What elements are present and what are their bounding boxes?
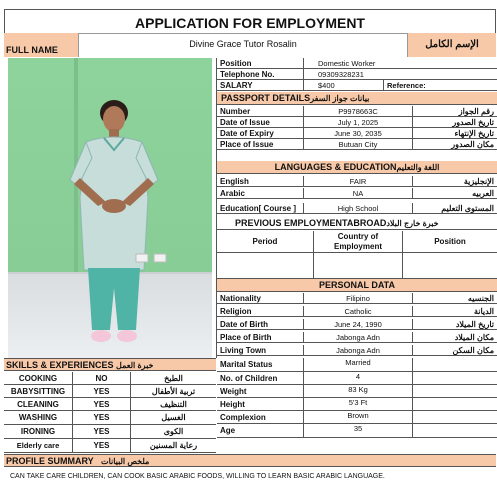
date-of-issue-label: Date of Issue: [217, 117, 303, 128]
skill-elderly-care-label: Elderly care: [4, 439, 72, 453]
skill-ironing-arabic: الكوى: [130, 425, 216, 439]
religion-label: Religion: [217, 306, 303, 317]
period-column: Period: [217, 231, 313, 253]
passport-header: PASSPORT DETAILSبيانات جواز السفر: [217, 92, 497, 105]
full-name-value: Divine Grace Tutor Rosalin: [78, 33, 408, 57]
profile-summary-header: PROFILE SUMMARY ملخص البيانات: [4, 454, 496, 467]
living-town-arabic: مكان السكن: [413, 345, 497, 356]
place-of-birth-arabic: مكان الميلاد: [413, 332, 497, 343]
age-value: 35: [303, 424, 413, 438]
skill-cleaning-value: YES: [72, 398, 130, 411]
applicant-photo: [8, 58, 212, 358]
place-of-issue-value: Butuan City: [303, 139, 413, 150]
person-figure: [8, 58, 212, 358]
skill-ironing-value: YES: [72, 425, 130, 439]
previous-employment-header: PREVIOUS EMPLOYMENTABROADخبرة خارج البلاد: [217, 217, 497, 230]
skill-babysitting-value: YES: [72, 385, 130, 398]
date-of-expiry-arabic: تاريخ الإنتهاء: [413, 128, 497, 139]
skill-cooking-value: NO: [72, 372, 130, 385]
date-of-issue-value: July 1, 2025: [303, 117, 413, 128]
position-column: Position: [403, 231, 497, 253]
skill-cleaning-arabic: التنظيف: [130, 398, 216, 411]
place-of-birth-value: Jabonga Adn: [303, 332, 413, 343]
age-label: Age: [217, 424, 303, 438]
skill-babysitting-arabic: تربية الأطفال: [130, 385, 216, 398]
telephone-label: Telephone No.: [217, 69, 303, 80]
skill-cleaning-label: CLEANING: [4, 398, 72, 411]
passport-number-label: Number: [217, 106, 303, 117]
living-town-value: Jabonga Adn: [303, 345, 413, 356]
skill-cooking-arabic: الطبخ: [130, 372, 216, 385]
english-arabic: الإنجليزية: [413, 176, 497, 187]
profile-summary-text: CAN TAKE CARE CHILDREN, CAN COOK BASIC ARABIC FOODS, WILLING TO LEARN BASIC ARABIC LANGUAGE.: [10, 473, 385, 480]
nationality-label: Nationality: [217, 293, 303, 304]
page-title: APPLICATION FOR EMPLOYMENT: [4, 9, 496, 33]
skill-ironing-label: IRONING: [4, 425, 72, 439]
date-of-birth-arabic: تاريخ الميلاد: [413, 319, 497, 330]
full-name-label: FULL NAME: [6, 45, 58, 55]
date-of-birth-label: Date of Birth: [217, 319, 303, 330]
living-town-label: Living Town: [217, 345, 303, 356]
personal-data-header: PERSONAL DATA: [217, 279, 497, 292]
complexion-value: Brown: [303, 411, 413, 424]
date-of-issue-arabic: تاريخ الصدور: [413, 117, 497, 128]
full-name-row: [4, 33, 496, 57]
skill-babysitting-label: BABYSITTING: [4, 385, 72, 398]
date-of-expiry-label: Date of Expiry: [217, 128, 303, 139]
arabic-value: NA: [303, 188, 413, 199]
skill-washing-arabic: الغسيل: [130, 411, 216, 425]
height-label: Height: [217, 398, 303, 411]
skill-cooking-label: COOKING: [4, 372, 72, 385]
place-of-issue-arabic: مكان الصدور: [413, 139, 497, 150]
salary-value: $400: [303, 80, 383, 91]
arabic-arabic: العربيه: [413, 188, 497, 199]
arabic-label: Arabic: [217, 188, 303, 199]
weight-value: 83 Kg: [303, 385, 413, 398]
height-value: 5'3 Ft: [303, 398, 413, 411]
place-of-birth-label: Place of Birth: [217, 332, 303, 343]
education-label: Education[ Course ]: [217, 203, 303, 214]
education-value: High School: [303, 203, 413, 214]
education-arabic: المستوى التعليم: [413, 203, 497, 214]
passport-number-arabic: رقم الجواز: [413, 106, 497, 117]
marital-status-value: Married: [303, 358, 413, 372]
skill-elderly-care-arabic: رعاية المسنين: [130, 439, 216, 453]
position-label: Position: [217, 58, 303, 69]
place-of-issue-label: Place of Issue: [217, 139, 303, 150]
marital-status-label: Marital Status: [217, 358, 303, 372]
english-label: English: [217, 176, 303, 187]
complexion-label: Complexion: [217, 411, 303, 424]
skill-washing-value: YES: [72, 411, 130, 425]
languages-header: LANGUAGES & EDUCATIONاللغة والتعليم: [217, 161, 497, 174]
nationality-value: Filipino: [303, 293, 413, 304]
country-column: Country of Employment: [313, 231, 403, 253]
skill-washing-label: WASHING: [4, 411, 72, 425]
passport-number-value: P9978663C: [303, 106, 413, 117]
nationality-arabic: الجنسيه: [413, 293, 497, 304]
position-value: Domestic Worker: [303, 58, 413, 69]
skill-elderly-care-value: YES: [72, 439, 130, 453]
religion-value: Catholic: [303, 306, 413, 317]
children-value: 4: [303, 372, 413, 385]
date-of-birth-value: June 24, 1990: [303, 319, 413, 330]
date-of-expiry-value: June 30, 2035: [303, 128, 413, 139]
salary-label: SALARY: [217, 80, 303, 91]
telephone-value: 09309328231: [303, 69, 413, 80]
reference-label: Reference:: [383, 80, 497, 91]
religion-arabic: الديانة: [413, 306, 497, 317]
english-value: FAIR: [303, 176, 413, 187]
full-name-label-arabic: الإسم الكامل: [425, 39, 479, 50]
weight-label: Weight: [217, 385, 303, 398]
skills-header: SKILLS & EXPERIENCES خبرة العمل: [4, 358, 216, 371]
children-label: No. of Children: [217, 372, 303, 385]
